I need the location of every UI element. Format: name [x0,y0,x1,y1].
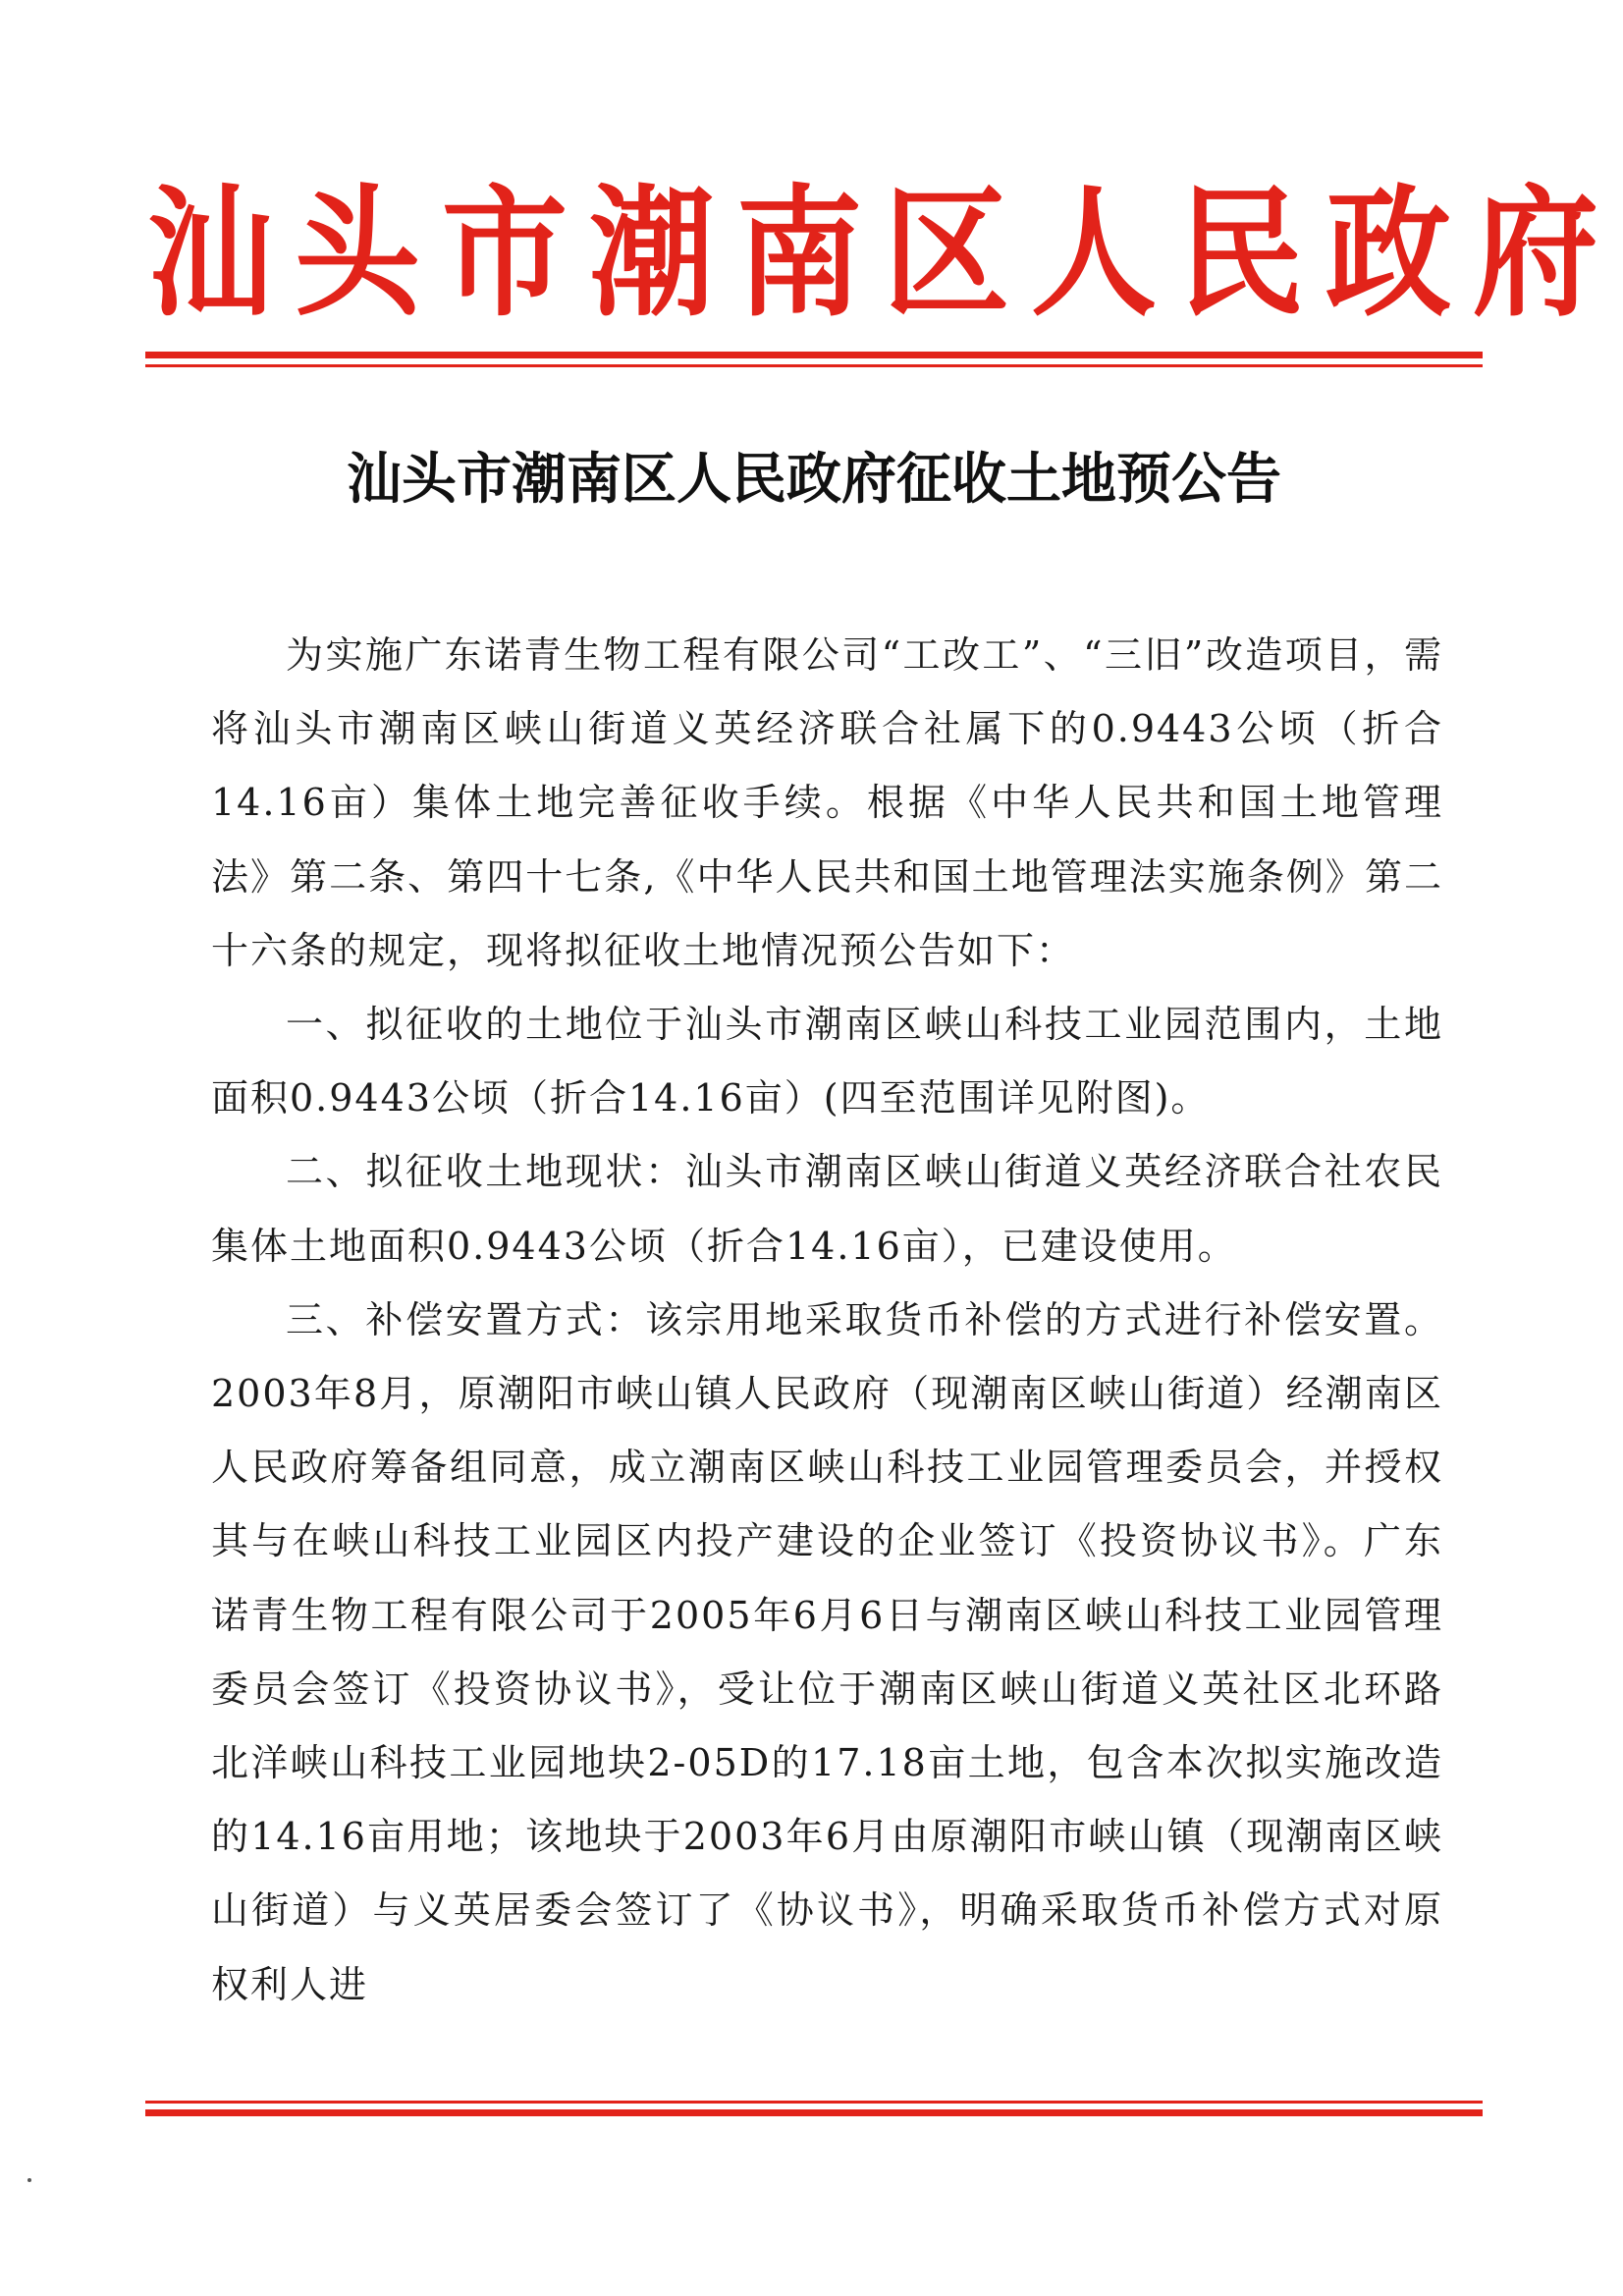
document-body [211,619,1443,2022]
header-double-rule [145,352,1483,367]
body-paragraph-intro: 为实施广东诺青生物工程有限公司“工改工”、“三旧”改造项目，需将汕头市潮南区峡山街道义英经济联合社属下的0.9443公顷（折合14.16亩）集体土地完善征收手续。根据《中华人民共和国土地管理法》第二条、第四十七条,《中华人民共和国土地管理法实施条例》第二十六条的规定，现将拟征收土地情况预公告如下： [211,633,1443,972]
body-paragraph-status: 二、拟征收土地现状：汕头市潮南区峡山街道义英经济联合社农民集体土地面积0.9443公顷（折合14.16亩），已建设使用。 [211,1150,1443,1268]
scan-artifact-dot [27,2178,31,2182]
issuing-authority-header: 汕头市潮南区人民政府 [147,172,1621,337]
document-title: 汕头市潮南区人民政府征收土地预公告 [347,447,1281,512]
header-rule-thick [145,352,1483,358]
footer-double-rule [145,2101,1483,2116]
body-paragraph-compensation: 三、补偿安置方式：该宗用地采取货币补偿的方式进行补偿安置。2003年8月，原潮阳市峡山镇人民政府（现潮南区峡山街道）经潮南区人民政府筹备组同意，成立潮南区峡山科技工业园管理委员会，并授权其与在峡山科技工业园区内投产建设的企业签订《投资协议书》。广东诺青生物工程有限公司于2005年6月6日与潮南区峡山科技工业园管理委员会签订《投资协议书》，受让位于潮南区峡山街道义英社区北环路北洋峡山科技工业园地块2-05D的17.18亩土地，包含本次拟实施改造的14.16亩用地；该地块于2003年6月由原潮阳市峡山镇（现潮南区峡山街道）与义英居委会签订了《协议书》，明确采取货币补偿方式对原权利人进 [211,1297,1443,2006]
body-paragraph-location: 一、拟征收的土地位于汕头市潮南区峡山科技工业园范围内，土地面积0.9443公顷（折合14.16亩）(四至范围详见附图)。 [211,1003,1443,1121]
header-rule-thin [145,364,1483,367]
footer-rule-thick [145,2109,1483,2116]
